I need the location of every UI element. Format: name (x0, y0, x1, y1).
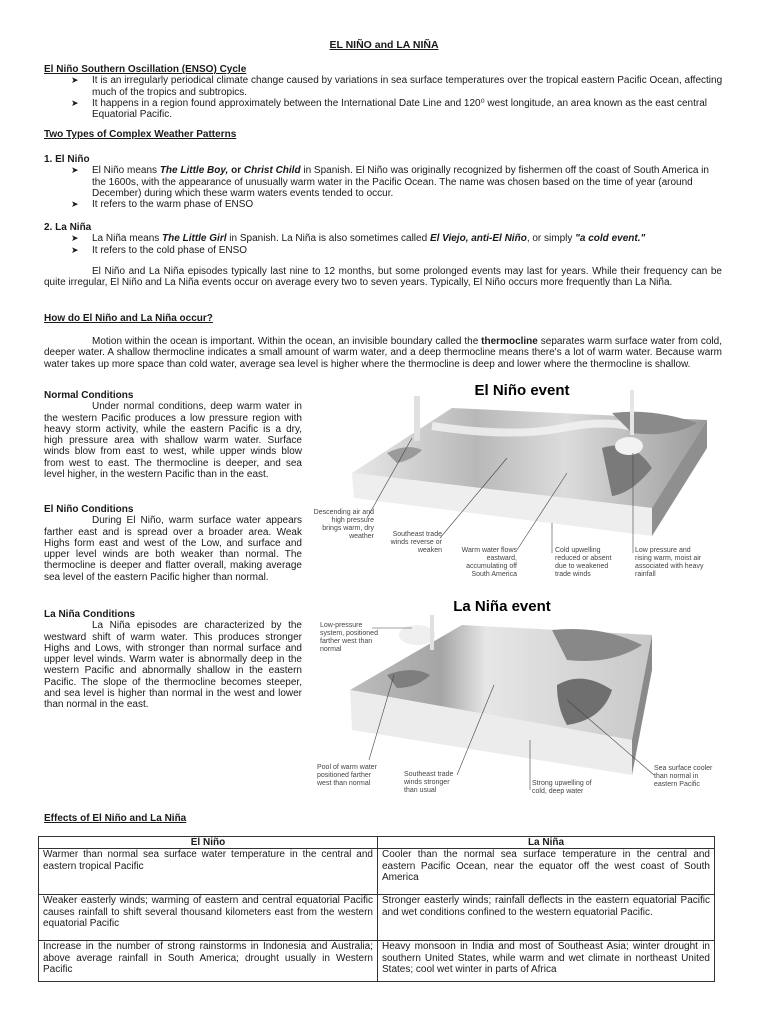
table-cell: Stronger easterly winds; rainfall deflects in the eastern equatorial Pacific and wet conditions confined to the western equatorial Pacific. (378, 895, 715, 941)
figure-label: Low-pressure system, positioned farther west than normal (320, 622, 378, 653)
enso-heading: El Niño Southern Oscillation (ENSO) Cycle (44, 64, 247, 75)
table-header-row (39, 837, 715, 849)
el-nino-conditions: El Niño Conditions During El Niño, warm surface water appears farther east and is spread over a broader area. Weak Highs form east and west of the Low, and surface and upper level winds are both weaker than normal. The thermocline is deeper and flatter overall, making average sea level of the eastern Pacific higher than normal. (44, 504, 302, 583)
table-cell: Heavy monsoon in India and most of Southeast Asia; winter drought in southern United States, while warm and wet climate in northeast United States; cool wet winter in parts of Africa (378, 941, 715, 982)
figure-label: Sea surface cooler than normal in eastern Pacific (654, 765, 713, 788)
column-header: La Niña (378, 837, 715, 849)
enso-bullet: ➤ It happens in a region found approximately between the International Date Line and 120⁰ west longitude, an area known as the east central Equatorial Pacific. (71, 97, 707, 121)
arrow-bullet-icon: ➤ (71, 75, 79, 86)
la-nina-label: 2. La Niña (44, 222, 92, 233)
el-nino-conditions-heading: El Niño Conditions (44, 504, 134, 515)
page-title: EL NIÑO and LA NIÑA (329, 39, 439, 51)
figure-label: Warm water flows eastward, accumulating off South America (461, 547, 517, 578)
effects-heading: Effects of El Niño and La Niña (44, 813, 187, 824)
la-nina-conditions-heading: La Niña Conditions (44, 609, 136, 620)
table-row (39, 895, 715, 941)
table-row (39, 941, 715, 982)
figure-label: Southeast trade winds stronger than usual (404, 771, 454, 794)
la-nina-conditions: La Niña Conditions La Niña episodes are characterized by the westward shift of warm water. This produces stronger Highs and Lows, with stronger than normal surface and upper level winds. Warm water is abnormally deep in the western Pacific and abnormally shallow in the eastern Pacific. The slope of the thermocline becomes steeper, and sea level is higher than normal in the west and lower than normal in the east. (44, 609, 302, 711)
column-header: El Niño (39, 837, 378, 849)
frequency-paragraph: El Niño and La Niña episodes typically last nine to 12 months, but some prolonged events may last for years. While their frequency can be quite irregular, El Niño and La Niña events occur on average every two to seven years. Typically, El Niño occurs more frequently than La Niña. (44, 266, 722, 289)
el-nino-bullet: ➤ El Niño means The Little Boy, or Christ Child in Spanish. El Niño was originally recognized by fishermen off the coast of South America in the 1600s, with the appearance of unusually warm water in the Pacific Ocean. The name was chosen based on the time of year (around December) during which these warm waters events tended to occur. (71, 165, 709, 199)
la-nina-figure (312, 590, 732, 805)
normal-heading: Normal Conditions (44, 390, 134, 401)
thermocline-paragraph: Motion within the ocean is important. Within the ocean, an invisible boundary called the thermocline separates warm surface water from cold, deeper water. A shallow thermocline indicates a small amount of warm water, and a deep thermocline means there's a lot of warm water. Because warm water takes up more space than cold water, average sea level is higher where the thermocline is deep and lower where the thermocline is shallow. (44, 336, 722, 370)
el-nino-figure-title: El Niño event (474, 382, 570, 399)
arrow-bullet-icon: ➤ (71, 199, 79, 210)
normal-conditions: Normal Conditions Under normal conditions, deep warm water in the western Pacific produces a low pressure region with heavy storm activity, while the eastern Pacific is a dry, high pressure area with shallow warm water. Surface winds blow from east to west, while upper winds blow from west to east. The thermocline is deeper, and sea level higher, in the western Pacific than in the east. (44, 390, 302, 481)
figure-label: Pool of warm water positioned farther west than normal (317, 764, 377, 787)
figure-label: Low pressure and rising warm, moist air associated with heavy rainfall (635, 547, 704, 578)
la-nina-type (44, 222, 724, 256)
enso-section (44, 64, 724, 120)
table-cell: Warmer than normal sea surface water temperature in the central and eastern tropical Pacific (39, 849, 378, 895)
table-cell: Weaker easterly winds; warming of eastern and central equatorial Pacific causes rainfall to shift several thousand kilometers east from the western equatorial Pacific (39, 895, 378, 941)
figure-label: Cold upwelling reduced or absent due to weakened trade winds (555, 547, 612, 578)
arrow-bullet-icon: ➤ (71, 165, 79, 176)
arrow-bullet-icon: ➤ (71, 97, 79, 108)
arrow-bullet-icon: ➤ (71, 233, 79, 244)
el-nino-label: 1. El Niño (44, 154, 90, 165)
table-cell: Increase in the number of strong rainstorms in Indonesia and Australia; above average rainfall in South America; drought usually in Western Pacific (39, 941, 378, 982)
la-nina-figure-title: La Niña event (453, 598, 551, 615)
figure-label: Southeast trade winds reverse or weaken (390, 531, 442, 554)
effects-table (38, 836, 715, 982)
enso-bullet: ➤ It is an irregularly periodical climate change caused by variations in sea surface temperatures over the tropical eastern Pacific Ocean, affecting much of the tropics and subtropics. (71, 75, 723, 98)
el-nino-figure (312, 378, 732, 583)
el-nino-bullet: ➤ It refers to the warm phase of ENSO (71, 199, 254, 211)
la-nina-bullet: ➤ It refers to the cold phase of ENSO (71, 244, 248, 256)
occur-heading: How do El Niño and La Niña occur? (44, 313, 213, 324)
table-row (39, 849, 715, 895)
arrow-bullet-icon: ➤ (71, 244, 79, 255)
figure-label: Strong upwelling of cold, deep water (532, 780, 592, 795)
table-cell: Cooler than the normal sea surface temperature in the central and eastern Pacific Ocean, near the equator off the west coast of South America (378, 849, 715, 895)
figure-label: Descending air and high pressure brings warm, dry weather (313, 509, 374, 540)
el-nino-type (44, 154, 724, 210)
la-nina-bullet: ➤ La Niña means The Little Girl in Spanish. La Niña is also sometimes called El Viejo, anti-El Niño, or simply "a cold event." (71, 233, 646, 245)
types-heading: Two Types of Complex Weather Patterns (44, 129, 237, 140)
